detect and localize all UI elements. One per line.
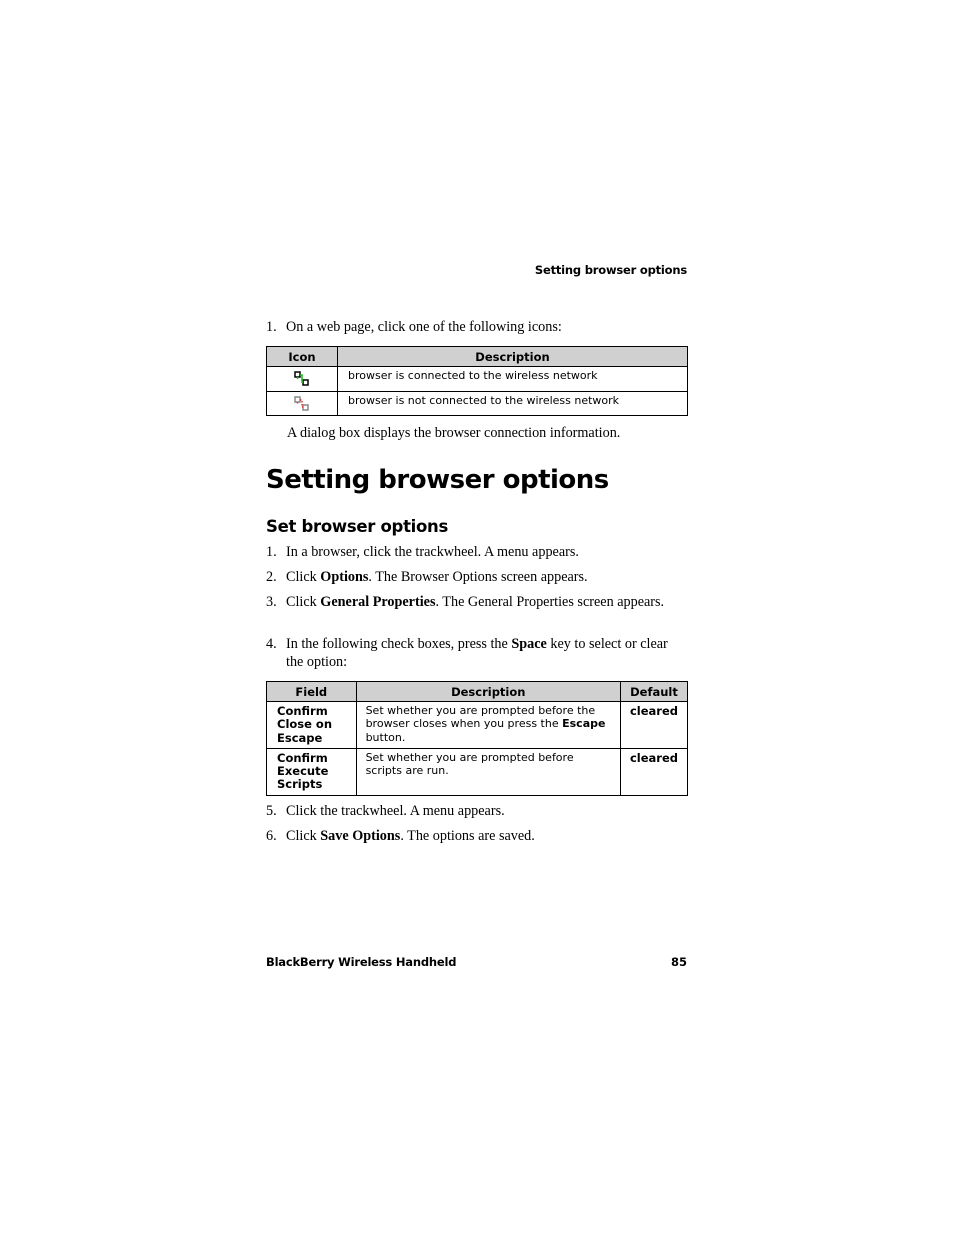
table-cell-default: cleared (620, 748, 687, 795)
field-column-header: Field (267, 682, 357, 702)
step-text: Click Options. The Browser Options screen appears. (286, 569, 588, 585)
page-number: 85 (670, 955, 687, 969)
intro-note: A dialog box displays the browser connection information. (287, 425, 621, 441)
footer-book-title: BlackBerry Wireless Handheld (266, 955, 457, 969)
step-text: Click General Properties. The General Properties screen appears. (286, 594, 665, 610)
step-number: 4. (266, 636, 277, 652)
table-row (267, 702, 688, 749)
step-number: 6. (266, 828, 277, 844)
intro-step: 1. On a web page, click one of the following icons: (266, 319, 562, 335)
table-cell-description: browser is connected to the wireless network (338, 367, 688, 392)
section-title: Setting browser options (266, 465, 609, 495)
description-column-header: Description (356, 682, 620, 702)
step-text: In a browser, click the trackwheel. A menu appears. (286, 544, 579, 560)
step-number: 3. (266, 594, 277, 610)
table-cell-field: Confirm Close on Escape (267, 702, 357, 749)
table-cell-description: Set whether you are prompted before the browser closes when you press the Escape button. (356, 702, 620, 749)
step-text: In the following check boxes, press the Space key to select or clear the option: (286, 636, 668, 670)
step-text: Click Save Options. The options are saved. (286, 828, 535, 844)
table-row (267, 392, 688, 416)
step-number: 1. (266, 544, 277, 560)
step-number: 5. (266, 803, 277, 819)
table-cell-description: Set whether you are prompted before scripts are run. (356, 748, 620, 795)
table-row (267, 367, 688, 392)
table-cell-description: browser is not connected to the wireless network (338, 392, 688, 416)
list-item (266, 635, 676, 671)
connected-icon (267, 367, 338, 392)
description-column-header: Description (338, 347, 688, 367)
not-connected-icon (267, 392, 338, 416)
list-item (266, 802, 676, 820)
running-header: Setting browser options (534, 263, 687, 277)
options-table (266, 681, 688, 796)
table-row (267, 748, 688, 795)
section-subtitle: Set browser options (266, 517, 449, 536)
icon-table (266, 346, 688, 416)
list-item (266, 593, 676, 611)
default-column-header: Default (620, 682, 687, 702)
table-cell-default: cleared (620, 702, 687, 749)
step-number: 2. (266, 569, 277, 585)
list-item (266, 827, 676, 845)
icon-column-header: Icon (267, 347, 338, 367)
list-item (266, 543, 676, 561)
table-cell-field: Confirm Execute Scripts (267, 748, 357, 795)
list-item (266, 568, 676, 586)
step-text: Click the trackwheel. A menu appears. (286, 803, 505, 819)
